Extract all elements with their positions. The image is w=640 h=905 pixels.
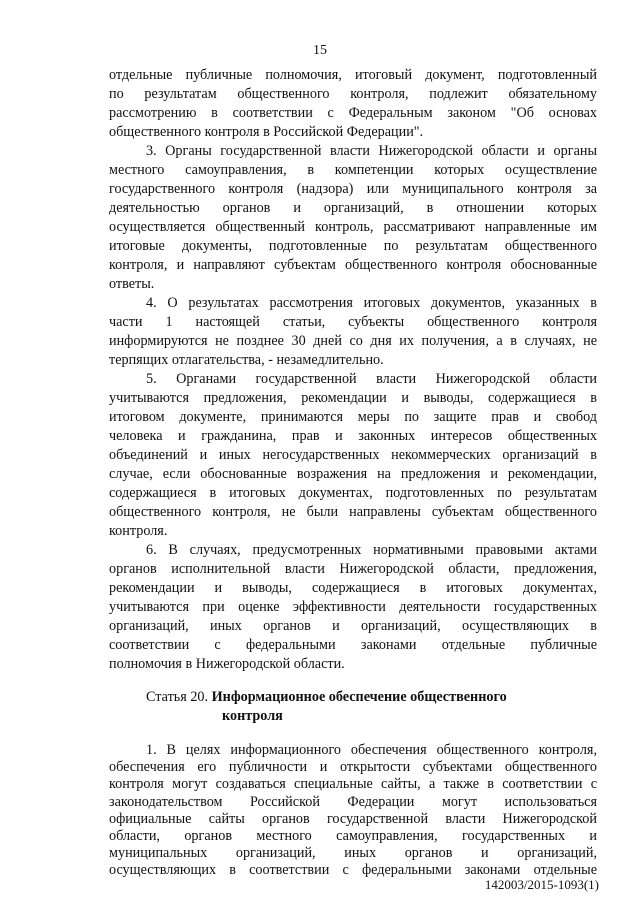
document-code: 142003/2015-1093(1) (484, 877, 599, 892)
article-prefix: Статья 20. (146, 689, 209, 705)
text-line: информируются не позднее 30 дней со дня их получения, а в случаях, не (109, 333, 597, 349)
text-line: общественного контроля, не были направлены субъектам общественного (109, 504, 597, 520)
text-line: полномочия в Нижегородской области. (109, 656, 345, 672)
paragraph-3-start: 3. Органы государственной власти Нижегородской области и органы (146, 143, 597, 159)
text-line: местного самоуправления, в компетенции которых осуществление (109, 162, 597, 178)
text-line: законодательством Российской Федерации могут использоваться (109, 793, 597, 810)
text-line: отдельные публичные полномочия, итоговый документ, подготовленный (109, 67, 597, 83)
text-line: рекомендации и выводы, содержащиеся в итоговых документах, (109, 580, 597, 596)
text-line: содержащиеся в итоговых документах, подготовленных по результатам (109, 485, 597, 501)
paragraph-20-1-start: 1. В целях информационного обеспечения общественного контроля, (146, 742, 597, 758)
text-line: осуществляется общественный контроль, рассматривают направленные им (109, 219, 597, 235)
article-heading (146, 689, 507, 706)
text-line: обеспечения его публичности и открытости субъектами общественного (109, 759, 597, 776)
text-line: государственного контроля (надзора) или муниципального контроля за (109, 181, 597, 197)
text-line: объединений и иных негосударственных некоммерческих организаций в (109, 447, 597, 463)
text-line: области, органов местного самоуправления, государственных и (109, 828, 597, 844)
text-line: итоговые документы, подготовленные по результатам общественного (109, 238, 597, 254)
text-line: муниципальных организаций, иных органов и организаций, (109, 845, 597, 862)
text-line: органов исполнительной власти Нижегородской области, предложения, (109, 561, 597, 577)
text-line: ответы. (109, 276, 155, 292)
text-line: человека и гражданина, прав и законных интересов общественных (109, 428, 597, 444)
text-line: рассмотрению в соответствии с Федеральным законом "Об основах (109, 105, 597, 121)
page-number: 15 (313, 43, 327, 58)
text-line: по результатам общественного контроля, подлежит обязательному (109, 86, 597, 102)
text-line: терпящих отлагательства, - незамедлительно. (109, 352, 384, 368)
text-line: контроля, и направляют субъектам общественного контроля обоснованные (109, 257, 597, 273)
text-line: общественного контроля в Российской Федерации". (109, 124, 424, 140)
text-line: осуществляющих в соответствии с федеральными законами отдельные (109, 862, 597, 879)
text-line: части 1 настоящей статьи, субъекты общественного контроля (109, 314, 597, 330)
article-heading-cont (222, 708, 283, 725)
text-line: итоговом документе, принимаются меры по защите прав и свобод (109, 409, 597, 425)
text-line: контроля. (109, 523, 168, 539)
article-title-line2: контроля (222, 708, 283, 724)
text-line: организаций, иных органов и организаций, осуществляющих в (109, 618, 597, 634)
text-line: учитываются предложения, рекомендации и выводы, содержащиеся в (109, 390, 597, 406)
text-line: случае, если обоснованные возражения на предложения и рекомендации, (109, 466, 597, 482)
paragraph-4-start: 4. О результатах рассмотрения итоговых документов, указанных в (146, 295, 597, 311)
text-line: деятельностью органов и организаций, в отношении которых (109, 200, 597, 216)
text-line: контроля могут создаваться специальные сайты, а также в соответствии с (109, 776, 597, 793)
article-title-line1: Информационное обеспечение общественного (211, 689, 507, 705)
text-line: соответствии с федеральными законами отдельные публичные (109, 637, 597, 653)
paragraph-5-start: 5. Органами государственной власти Нижегородской области (146, 371, 597, 387)
text-line: учитываются при оценке эффективности деятельности государственных (109, 599, 597, 615)
paragraph-6-start: 6. В случаях, предусмотренных нормативными правовыми актами (146, 542, 597, 558)
text-line: официальные сайты органов государственной власти Нижегородской (109, 810, 597, 827)
